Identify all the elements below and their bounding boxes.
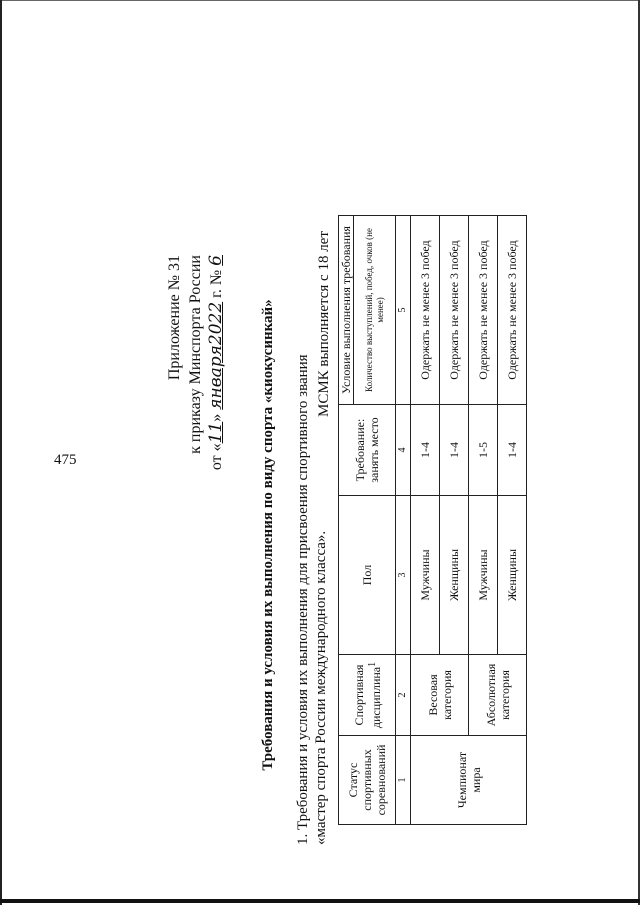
column-number-5: 5 [396,216,411,405]
header-discipline-text: Спортивная дисциплина [351,664,383,729]
date-year: 2022 [206,301,226,346]
gender-cell: Мужчины [411,496,440,655]
header-discipline [339,655,396,736]
page-border-bottom [0,899,640,903]
date-mid: » [208,409,225,422]
column-number-2: 2 [396,655,411,736]
header-gender: Пол [339,496,396,655]
column-number-1: 1 [396,736,411,825]
header-place: Требование: занять место [339,405,396,496]
document-title: Требования и условия их выполнения по виду спорта «киокусинкай» [260,299,276,771]
status-cell: Чемпионат мира [411,736,527,825]
page-number: 475 [54,452,77,468]
condition-cell: Одержать не менее 3 побед [498,216,527,405]
gender-cell: Женщины [498,496,527,655]
place-cell: 1-5 [469,405,498,496]
page-border-top [0,0,640,1]
gender-cell: Женщины [440,496,469,655]
discipline-cell-2: Абсолютная категория [469,655,527,736]
place-cell: 1-4 [411,405,440,496]
condition-cell: Одержать не менее 3 побед [411,216,440,405]
mcmk-note: МСМК выполняется с 18 лет [316,231,332,417]
date-prefix: от « [208,443,225,471]
rotated-sheet [160,185,519,845]
header-condition-group: Условие выполнения требования [339,216,354,405]
requirements-table [338,215,527,825]
column-number-3: 3 [396,496,411,655]
discipline-cell-1: Весовая категория [411,655,469,736]
header-status: Статус спортивных соревнований [339,736,396,825]
appendix-date-line [206,255,227,475]
gender-cell: Мужчины [469,496,498,655]
section-heading: 1. Требования и условия их выполнения для присвоения спортивного звания «мастер спорта России международного класса». [295,354,329,845]
condition-cell: Одержать не менее 3 побед [469,216,498,405]
column-number-4: 4 [396,405,411,496]
page-border-left [0,0,2,905]
place-cell: 1-4 [498,405,527,496]
header-discipline-footnote: 1 [366,661,378,667]
appendix-block [164,255,227,475]
date-day: 11 [206,421,226,444]
date-month: января [206,345,226,410]
order-number: 6 [206,255,226,266]
appendix-line1: Приложение № 31 [166,255,183,381]
condition-cell: Одержать не менее 3 побед [440,216,469,405]
appendix-line2: к приказу Минспорта России [187,255,204,454]
place-cell: 1-4 [440,405,469,496]
header-condition-sub: Количество выступлений, побед, очков (не менее) [354,216,396,405]
date-suffix: г. № [208,265,225,302]
